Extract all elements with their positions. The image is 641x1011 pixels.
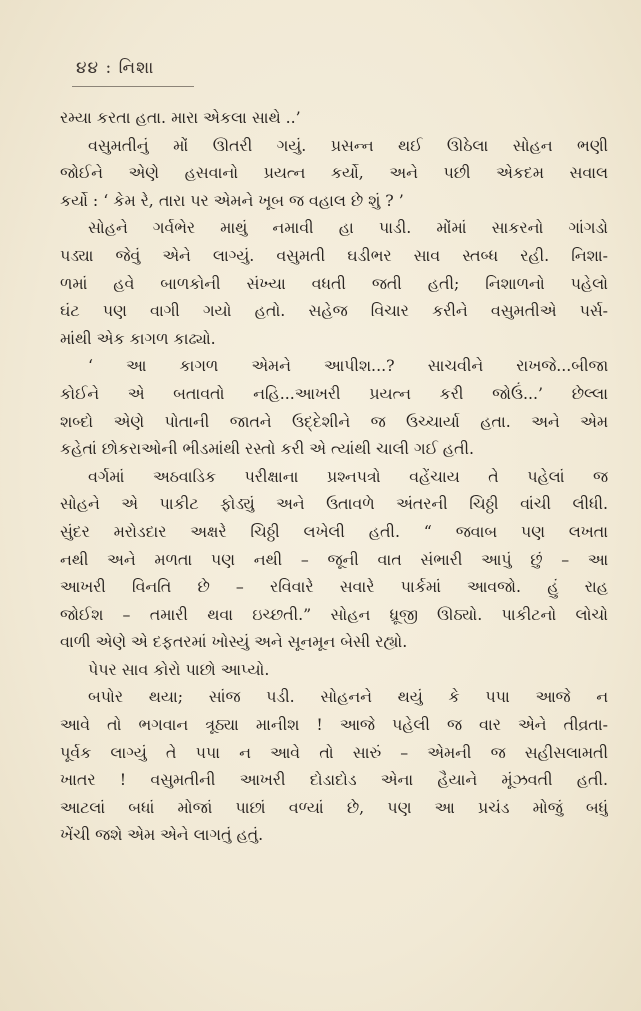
text-line: રમ્યા કરતા હતા. મારા એકલા સાથે ..’ <box>60 108 301 127</box>
text-line: વર્ગમાં અઠવાડિક પરીક્ષાના પ્રશ્નપત્રો વહેંચાય તે પહેલાં જ <box>88 466 608 486</box>
text-line: આટલાં બધાં મોજાં પાછાં વળ્યાં છે, પણ આ પ્રચંડ મોજું બધું <box>60 797 608 817</box>
text-line: શબ્દો એણે પોતાની જાતને ઉદ્દેશીને જ ઉચ્ચાર્યા હતા. અને એમ <box>60 411 608 431</box>
page-number: ૪૪ <box>76 58 100 78</box>
text-line: કર્યો : ‘ કેમ રે, તારા પર એમને ખૂબ જ વહાલ છે શું ? ’ <box>60 190 404 210</box>
text-line: નથી અને મળતા પણ નથી – જૂની વાત સંભારી આપું છું – આ <box>60 549 608 569</box>
chapter-title: નિશા <box>118 58 155 78</box>
header-underline <box>72 86 194 87</box>
header-separator: : <box>105 58 113 78</box>
text-line: કહેતાં છોકરાઓની ભીડમાંથી રસ્તો કરી એ ત્યાંથી ચાલી ગઈ હતી. <box>60 439 475 459</box>
text-line: વસુમતીનું મોં ઊતરી ગયું. પ્રસન્ન થઈ ઊઠેલા સોહન ભણી <box>88 135 608 155</box>
text-line: પડ્યા જેવું એને લાગ્યું. વસુમતી ઘડીભર સાવ સ્તબ્ધ રહી. નિશા- <box>60 245 608 265</box>
text-line: ખેંચી જશે એમ એને લાગતું હતું. <box>60 825 264 845</box>
body-text <box>60 104 608 849</box>
text-line: આખરી વિનતિ છે – રવિવારે સવારે પાર્કમાં આવજો. હું રાહ <box>60 577 608 597</box>
running-header <box>76 58 154 78</box>
text-line: ઘંટ પણ વાગી ગયો હતો. સહેજ વિચાર કરીને વસુમતીએ પર્સ- <box>60 301 608 321</box>
text-line: સુંદર મરોડદાર અક્ષરે ચિઠ્ઠી લખેલી હતી. “ જવાબ પણ લખતા <box>60 521 608 541</box>
text-line: ળમાં હવે બાળકોની સંખ્યા વધતી જતી હતી; નિશાળનો પહેલો <box>60 273 608 293</box>
text-line: કોઈને એ બતાવતો નહિ...આખરી પ્રયત્ન કરી જોઉં...’ છેલ્લા <box>60 383 608 403</box>
text-line: ખાતર ! વસુમતીની આખરી દોડાદોડ એના હૈયાને મૂંઝવતી હતી. <box>60 770 608 790</box>
text-line: માંથી એક કાગળ કાઢ્યો. <box>60 328 216 348</box>
text-line: સોહને ગર્વભેર માથું નમાવી હા પાડી. મોંમાં સાકરનો ગાંગડો <box>88 218 608 238</box>
text-line: ‘ આ કાગળ એમને આપીશ...? સાચવીને રાખજે...બીજા <box>88 356 608 376</box>
text-line: પેપર સાવ કોરો પાછો આપ્યો. <box>88 659 270 679</box>
text-line: આવે તો ભગવાન ત્રૂઠ્યા માનીશ ! આજે પહેલી જ વાર એને તીવ્રતા- <box>60 715 608 735</box>
text-line: સોહને એ પાકીટ ફોડ્યું અને ઉતાવળે અંતરની ચિઠ્ઠી વાંચી લીધી. <box>60 494 608 514</box>
text-line: જોઈશ – તમારી થવા ઇચ્છતી.” સોહન ધ્રૂજી ઊઠ્યો. પાકીટનો લોચો <box>60 604 608 624</box>
text-line: બપોર થયા; સાંજ પડી. સોહનને થયું કે પપા આજે ન <box>88 687 608 707</box>
text-line: પૂર્વક લાગ્યું તે પપા ન આવે તો સારું – એમની જ સહીસલામતી <box>60 742 608 762</box>
text-line: વાળી એણે એ દફતરમાં ખોસ્યું અને સૂનમૂન બેસી રહ્યો. <box>60 632 408 652</box>
text-line: જોઈને એણે હસવાનો પ્રયત્ન કર્યો, અને પછી એકદમ સવાલ <box>60 163 608 183</box>
